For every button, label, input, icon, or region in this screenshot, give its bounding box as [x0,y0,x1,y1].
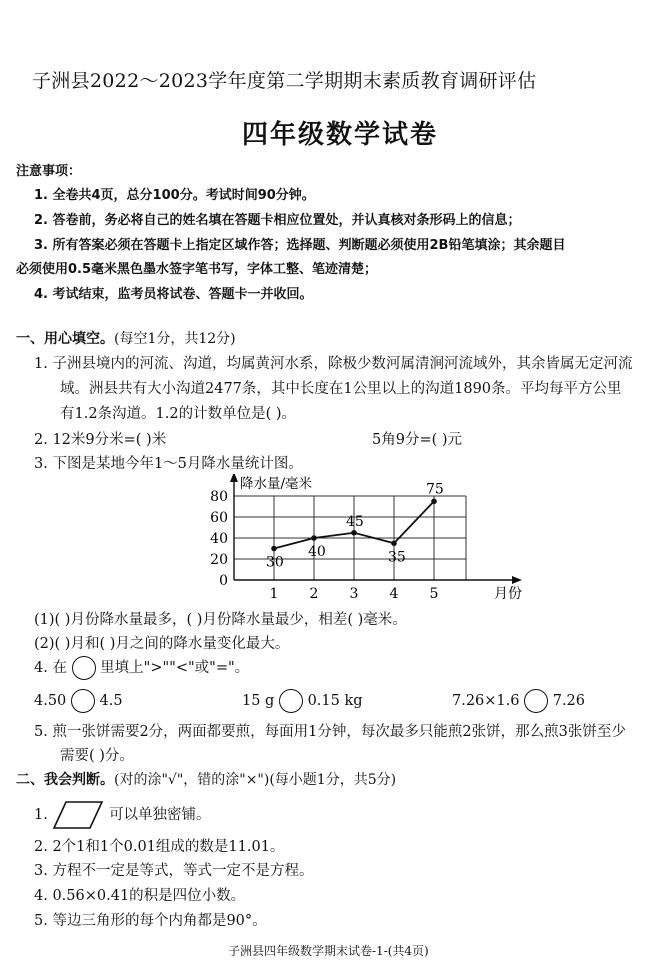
question-text: 4. 在 [34,660,67,676]
question-text: 1. 子洲县境内的河流、沟道，均属黄河水系，除极少数河属清涧河流域外，其余皆属无定河流 [34,356,633,372]
compare-left: 4.50 [34,693,67,709]
question-number: 1. [34,807,48,823]
exam-header: 子洲县2022～2023学年度第二学期期末素质教育调研评估 [32,70,537,92]
compare-right: 4.5 [99,693,123,709]
section2-heading: 二、我会判断。 [16,772,114,788]
question-4 [34,656,249,680]
page-footer: 子洲县四年级数学期末试卷-1-(共4页) [228,944,429,958]
question-text: (1)( )月份降水量最多，( )月份降水量最少，相差( )毫米。 [34,612,407,628]
parallelogram-shape [52,800,104,830]
data-label: 45 [346,513,364,530]
data-label: 40 [308,544,326,560]
question-text: 2. 12米9分米=( )米 [34,432,167,448]
x-tick-label: 2 [309,586,319,602]
y-tick-label: 20 [210,552,228,568]
section1-heading: 一、用心填空。 [16,331,114,347]
answer-circle [279,689,303,713]
compare-right: 7.26 [552,693,586,709]
page-title: 四年级数学试卷 [242,120,439,150]
x-tick-label: 4 [389,586,399,602]
y-tick-label: 0 [219,573,228,589]
compare-item [242,689,363,713]
x-axis-label: 月份 [494,586,522,602]
y-axis-arrow [230,474,238,482]
question-text: 有1.2条沟道。1.2的计数单位是( )。 [60,406,297,422]
answer-circle [71,689,95,713]
data-point [271,546,277,552]
judge-item [34,800,211,830]
question-text: 5角9分=( )元 [372,432,463,448]
question-text: 5. 煎一张饼需要2分，两面都要煎，每面用1分钟，每次最多只能煎2张饼，那么煎3张饼至少 [34,724,626,740]
data-point [311,535,317,541]
data-label: 30 [266,554,284,571]
note-item: 1. 全卷共4页，总分100分。考试时间90分钟。 [34,188,315,203]
answer-circle [524,689,548,713]
judge-item: 5. 等边三角形的每个内角都是90°。 [34,913,267,929]
answer-circle [72,656,96,680]
judge-item: 2. 2个1和1个0.01组成的数是11.01。 [34,839,285,855]
compare-item [452,689,585,713]
note-item: 3. 所有答案必须在答题卡上指定区域作答；选择题、判断题必须使用2B铅笔填涂；其余题目 [34,238,566,253]
note-item: 4. 考试结束，监考员将试卷、答题卡一并收回。 [34,287,313,302]
judge-item: 3. 方程不一定是等式，等式一定不是方程。 [34,863,314,879]
question-text: 需要( )分。 [60,748,134,764]
section2-title [16,769,396,789]
data-point [351,530,357,536]
section1-scoring: (每空1分，共12分) [114,331,236,347]
question-text: 域。洲县共有大小沟道2477条，其中长度在1公里以上的沟道1890条。平均每平方公里 [60,381,622,397]
chart-series [266,481,444,570]
note-item: 必须使用0.5毫米黑色墨水签字笔书写，字体工整、笔迹清楚； [16,262,378,277]
question-text: 3. 下图是某地今年1～5月降水量统计图。 [34,456,303,472]
rainfall-line-chart [200,474,530,604]
section2-scoring: (对的涂"√"，错的涂"×")(每小题1分，共5分) [114,772,397,788]
x-tick-label: 1 [269,586,279,602]
data-point [431,498,437,504]
x-axis-arrow [512,576,522,584]
y-tick-label: 40 [210,531,228,547]
question-text: 里填上">""<"或"="。 [100,660,250,676]
compare-item [34,689,123,713]
x-tick-label: 3 [349,586,359,602]
y-axis-label: 降水量/毫米 [240,476,313,492]
judge-item: 4. 0.56×0.41的积是四位小数。 [34,888,246,904]
note-item: 2. 答卷前，务必将自己的姓名填在答题卡相应位置处，并认真核对条形码上的信息； [34,213,521,228]
x-tick-label: 5 [429,586,439,602]
question-text: 可以单独密铺。 [109,807,211,823]
data-label: 75 [426,481,444,498]
question-text: (2)( )月和( )月之间的降水量变化最大。 [34,636,290,652]
data-point [391,540,397,546]
compare-left: 15 g [242,693,275,709]
y-tick-label: 60 [210,510,228,526]
compare-right: 0.15 kg [307,693,363,709]
section1-title [16,328,236,348]
y-tick-label: 80 [210,489,228,505]
data-label: 35 [388,549,406,566]
compare-left: 7.26×1.6 [452,693,520,709]
notes-heading: 注意事项： [16,164,82,179]
